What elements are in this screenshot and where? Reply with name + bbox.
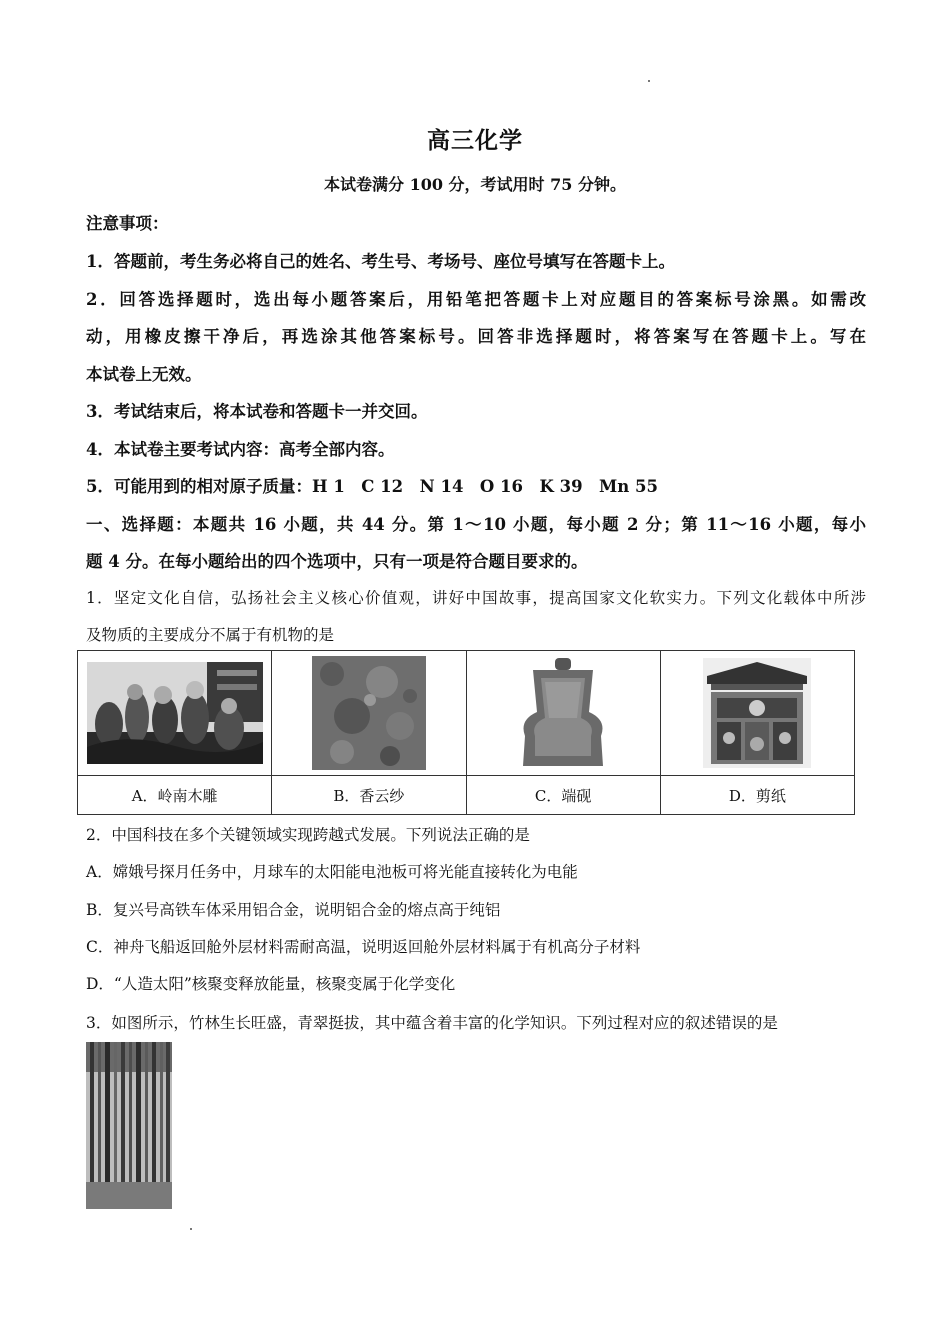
q1-stem-line1: 1．坚定文化自信，弘扬社会主义核心价值观，讲好中国故事，提高国家文化软实力。下列文化载体中所涉 xyxy=(86,589,866,607)
q2-option-d: D．“人造太阳”核聚变释放能量，核聚变属于化学变化 xyxy=(86,975,456,993)
option-c-label: C．端砚 xyxy=(466,776,660,815)
section1-line1: 一、选择题：本题共 16 小题，共 44 分。第 1～10 小题，每小题 2 分；第 11～16 小题，每小 xyxy=(86,515,866,534)
note-item-5: 5．可能用到的相对原子质量：H 1 C 12 N 14 O 16 K 39 Mn 55 xyxy=(86,477,659,496)
note-item-2-line1: 2．回答选择题时，选出每小题答案后，用铅笔把答题卡上对应题目的答案标号涂黑。如需改 xyxy=(86,290,866,309)
q1-options-table xyxy=(77,650,855,815)
q2-option-c: C．神舟飞船返回舱外层材料需耐高温，说明返回舱外层材料属于有机高分子材料 xyxy=(86,938,641,956)
q2-option-a: A．嫦娥号探月任务中，月球车的太阳能电池板可将光能直接转化为电能 xyxy=(86,863,578,881)
option-a-image-cell xyxy=(78,651,272,776)
paper-cutting-image xyxy=(703,658,811,768)
option-b-image-cell xyxy=(272,651,466,776)
q3-stem: 3．如图所示，竹林生长旺盛，青翠挺拔，其中蕴含着丰富的化学知识。下列过程对应的叙述错误的是 xyxy=(86,1014,778,1032)
option-c-image-cell xyxy=(466,651,660,776)
note-item-3: 3．考试结束后，将本试卷和答题卡一并交回。 xyxy=(86,402,428,421)
q2-option-b: B．复兴号高铁车体采用铝合金，说明铝合金的熔点高于纯铝 xyxy=(86,901,501,919)
bamboo-forest-image xyxy=(86,1042,172,1209)
page-title: 高三化学 xyxy=(427,127,523,154)
option-b-label: B．香云纱 xyxy=(272,776,466,815)
q2-stem: 2．中国科技在多个关键领域实现跨越式发展。下列说法正确的是 xyxy=(86,826,530,844)
silk-fabric-image xyxy=(312,656,426,770)
scan-dot xyxy=(190,1228,192,1230)
option-d-label: D．剪纸 xyxy=(660,776,854,815)
note-item-2-line2: 动，用橡皮擦干净后，再选涂其他答案标号。回答非选择题时，将答案写在答题卡上。写在 xyxy=(86,327,866,346)
note-item-2-line3: 本试卷上无效。 xyxy=(86,365,202,384)
q1-stem-line2: 及物质的主要成分不属于有机物的是 xyxy=(86,626,335,644)
note-item-4: 4．本试卷主要考试内容：高考全部内容。 xyxy=(86,440,395,459)
notes-heading: 注意事项： xyxy=(86,214,169,233)
inkstone-image xyxy=(515,656,611,770)
wood-carving-image xyxy=(87,662,263,764)
section1-line2: 题 4 分。在每小题给出的四个选项中，只有一项是符合题目要求的。 xyxy=(86,552,588,571)
option-d-image-cell xyxy=(660,651,854,776)
scan-dot xyxy=(648,80,650,82)
note-item-1: 1．答题前，考生务必将自己的姓名、考生号、考场号、座位号填写在答题卡上。 xyxy=(86,252,675,271)
exam-info: 本试卷满分 100 分，考试用时 75 分钟。 xyxy=(324,175,626,194)
option-a-label: A．岭南木雕 xyxy=(78,776,272,815)
